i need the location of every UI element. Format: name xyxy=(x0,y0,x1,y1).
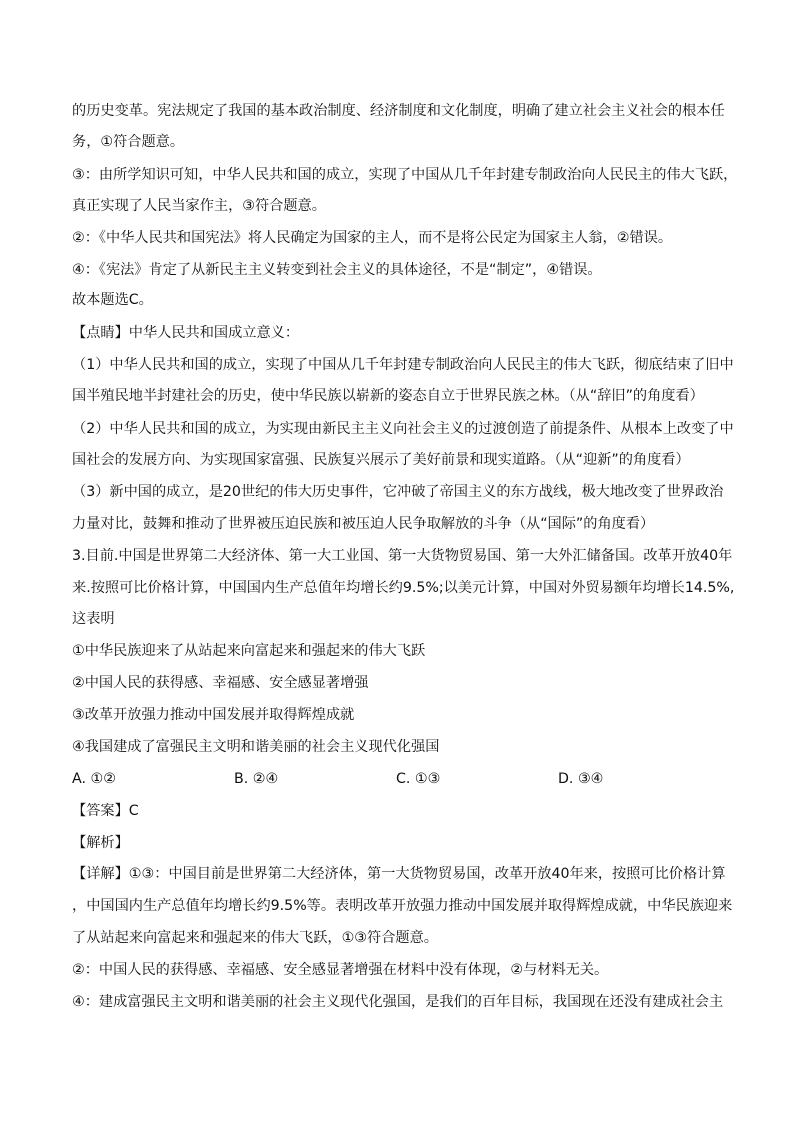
text-line: ，中国国内生产总值年均增长约9.5%等。表明改革开放强力推动中国发展并取得辉煌成就，中华民族迎来 xyxy=(72,898,733,914)
analysis-label: 【解析】 xyxy=(72,835,129,851)
choice-c: C. ①③ xyxy=(396,771,441,787)
text-line: 国半殖民地半封建社会的历史，使中华民族以崭新的姿态自立于世界民族之林。（从“辞旧”的角度看） xyxy=(72,388,704,404)
tip-heading: 【点睛】中华人民共和国成立意义： xyxy=(72,325,300,341)
text-line: 的历史变革。宪法规定了我国的基本政治制度、经济制度和文化制度，明确了建立社会主义社会的根本任 xyxy=(72,103,725,119)
answer-choices xyxy=(72,770,732,788)
text-line: 务，①符合题意。 xyxy=(72,134,185,150)
choice-b: B. ②④ xyxy=(234,771,279,787)
text-line: （3）新中国的成立，是20世纪的伟大历史事件，它冲破了帝国主义的东方战线，极大地改变了世界政治 xyxy=(72,484,724,500)
text-line: ③：由所学知识可知，中华人民共和国的成立，实现了中国从几千年封建专制政治向人民民主的伟大飞跃， xyxy=(72,167,738,183)
question-stem: 这表明 xyxy=(72,611,115,627)
statement-item: ④我国建成了富强民主文明和谐美丽的社会主义现代化强国 xyxy=(72,739,440,755)
answer-conclusion: 故本题选C。 xyxy=(72,292,153,308)
text-line: ④：《宪法》肯定了从新民主主义转变到社会主义的具体途径，不是“制定”，④错误。 xyxy=(72,262,602,278)
text-line: 【详解】①③：中国目前是世界第二大经济体，第一大货物贸易国，改革开放40年来，按照可比价格计算 xyxy=(72,866,726,882)
text-line: ②：中国人民的获得感、幸福感、安全感显著增强在材料中没有体现，②与材料无关。 xyxy=(72,962,609,978)
choice-d: D. ③④ xyxy=(558,771,604,787)
text-line: ②：《中华人民共和国宪法》将人民确定为国家的主人，而不是将公民定为国家主人翁，②错误。 xyxy=(72,230,673,246)
statement-item: ①中华民族迎来了从站起来向富起来和强起来的伟大飞跃 xyxy=(72,643,426,659)
question-stem: 来.按照可比价格计算，中国国内生产总值年均增长约9.5%;以美元计算，中国对外贸易额年均增长14.5%, xyxy=(72,580,735,596)
statement-item: ③改革开放强力推动中国发展并取得辉煌成就 xyxy=(72,707,355,723)
answer-label: 【答案】C xyxy=(72,803,139,819)
text-line: 真正实现了人民当家作主，③符合题意。 xyxy=(72,198,326,214)
text-line: （1）中华人民共和国的成立，实现了中国从几千年封建专制政治向人民民主的伟大飞跃，彻底结束了旧中 xyxy=(72,357,734,373)
statement-item: ②中国人民的获得感、幸福感、安全感显著增强 xyxy=(72,675,369,691)
text-line: 国社会的发展方向、为实现国家富强、民族复兴展示了美好前景和现实道路。（从“迎新”的角度看） xyxy=(72,452,690,468)
text-line: （2）中华人民共和国的成立，为实现由新民主主义向社会主义的过渡创造了前提条件、从根本上改变了中 xyxy=(72,421,734,437)
text-line: ④：建成富强民主文明和谐美丽的社会主义现代化强国，是我们的百年目标，我国现在还没有建成社会主 xyxy=(72,994,724,1010)
choice-a: A. ①② xyxy=(72,771,116,787)
text-line: 力量对比，鼓舞和推动了世界被压迫民族和被压迫人民争取解放的斗争（从“国际”的角度看） xyxy=(72,516,655,532)
question-stem: 3.目前.中国是世界第二大经济体、第一大工业国、第一大货物贸易国、第一大外汇储备国。改革开放40年 xyxy=(72,548,733,564)
text-line: 了从站起来向富起来和强起来的伟大飞跃，①③符合题意。 xyxy=(72,930,438,946)
